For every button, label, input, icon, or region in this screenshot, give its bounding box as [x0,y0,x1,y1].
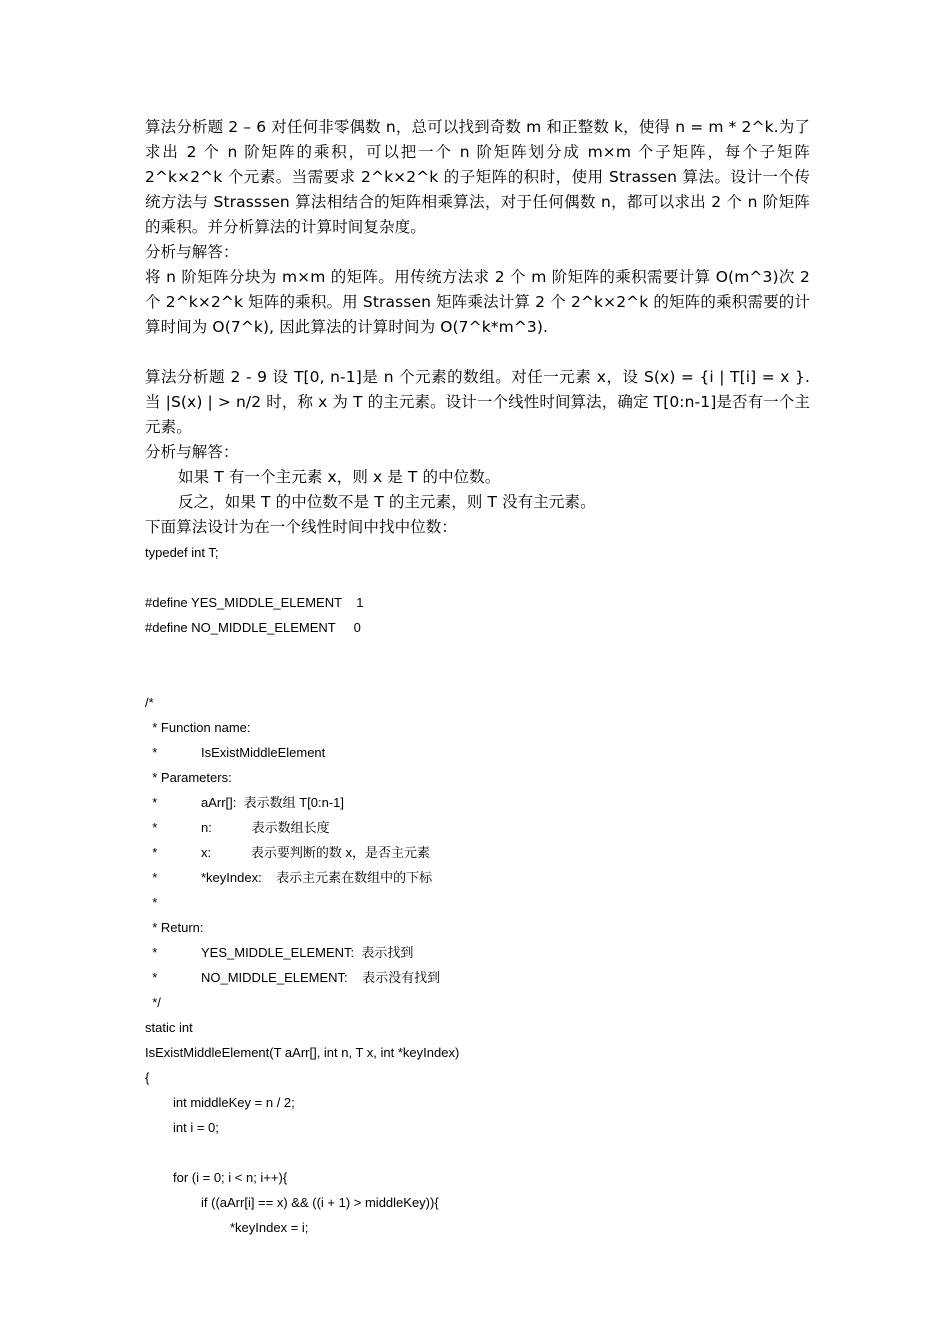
code-text: int middleKey = n / 2; [173,1095,295,1110]
code-line [145,1115,810,1140]
code-line [145,640,810,665]
code-text: YES_MIDDLE_ELEMENT: 表示找到 [201,945,414,960]
code-line: { [145,1070,150,1085]
code-comment-marker: * [145,845,158,860]
problem-2-6-answer: 将 n 阶矩阵分块为 m×m 的矩阵。用传统方法求 2 个 m 阶矩阵的乘积需要计算 O(m^3)次 2 个 2^k×2^k 矩阵的乘积。用 Strassen 矩阵乘法计算 2 个 2^k×2^k 的矩阵的乘积需要的计算时间为 O(7^k), 因此算法的计算时间为 O(7^k*m^3). [145,268,810,336]
code-text: n: 表示数组长度 [201,820,330,835]
code-text: x: 表示要判断的数 x，是否主元素 [201,845,430,860]
answer-heading: 分析与解答： [145,243,239,261]
code-comment-marker: * [145,795,158,810]
code-line: static int [145,1020,193,1035]
code-line: /* [145,695,154,710]
code-line [145,815,810,840]
answer-line-2: 反之，如果 T 的中位数不是 T 的主元素，则 T 没有主元素。 [178,493,596,511]
code-comment-marker: * [145,820,158,835]
code-line: * Function name: [145,720,251,735]
code-text: *keyIndex = i; [230,1220,309,1235]
algorithm-intro: 下面算法设计为在一个线性时间中找中位数： [145,518,458,536]
code-line [145,1215,810,1240]
code-comment-marker: * [145,970,158,985]
code-line [145,1190,810,1215]
code-line [145,865,810,890]
code-line [145,740,810,765]
code-comment-marker: * [145,870,158,885]
code-line [145,790,810,815]
code-line [145,840,810,865]
code-text: int i = 0; [173,1120,219,1135]
code-text: IsExistMiddleElement [201,745,326,760]
problem-2-9-section [145,365,810,540]
code-line: */ [145,995,161,1010]
code-line [145,1165,810,1190]
code-text: for (i = 0; i < n; i++){ [173,1170,288,1185]
code-text: NO_MIDDLE_ELEMENT: 表示没有找到 [201,970,441,985]
code-text: *keyIndex: 表示主元素在数组中的下标 [201,870,433,885]
code-text: aArr[]: 表示数组 T[0:n-1] [201,795,345,810]
code-line: typedef int T; [145,545,219,560]
problem-2-6-section [145,115,810,340]
answer-line-1: 如果 T 有一个主元素 x，则 x 是 T 的中位数。 [178,468,501,486]
answer-heading: 分析与解答： [145,443,239,461]
code-line: #define YES_MIDDLE_ELEMENT 1 [145,595,364,610]
code-line [145,1140,810,1165]
code-line: #define NO_MIDDLE_ELEMENT 0 [145,620,361,635]
code-block [145,540,810,1240]
code-line [145,1090,810,1115]
code-line [145,940,810,965]
code-line: * [145,895,158,910]
code-line: * Parameters: [145,770,232,785]
code-comment-marker: * [145,745,158,760]
code-line: IsExistMiddleElement(T aArr[], int n, T x, int *keyIndex) [145,1045,460,1060]
problem-2-9-statement: 算法分析题 2 - 9 设 T[0, n-1]是 n 个元素的数组。对任一元素 x，设 S(x) = {i | T[i] = x }. 当 |S(x) | > n/2 时，称 x 为 T 的主元素。设计一个线性时间算法，确定 T[0:n-1]是否有一个主元素。 [145,368,810,436]
code-text: if ((aArr[i] == x) && ((i + 1) > middleKey)){ [201,1195,439,1210]
code-comment-marker: * [145,945,158,960]
code-line: * Return: [145,920,204,935]
problem-2-6-statement: 算法分析题 2 – 6 对任何非零偶数 n，总可以找到奇数 m 和正整数 k，使得 n = m * 2^k.为了求出 2 个 n 阶矩阵的乘积，可以把一个 n 阶矩阵划分成 m×m 个子矩阵，每个子矩阵 2^k×2^k 个元素。当需要求 2^k×2^k 的子矩阵的积时，使用 Strassen 算法。设计一个传统方法与 Strasssen 算法相结合的矩阵相乘算法，对于任何偶数 n，都可以求出 2 个 n 阶矩阵的乘积。并分析算法的计算时间复杂度。 [145,118,810,236]
code-line [145,965,810,990]
code-line [145,665,810,690]
code-line [145,565,810,590]
